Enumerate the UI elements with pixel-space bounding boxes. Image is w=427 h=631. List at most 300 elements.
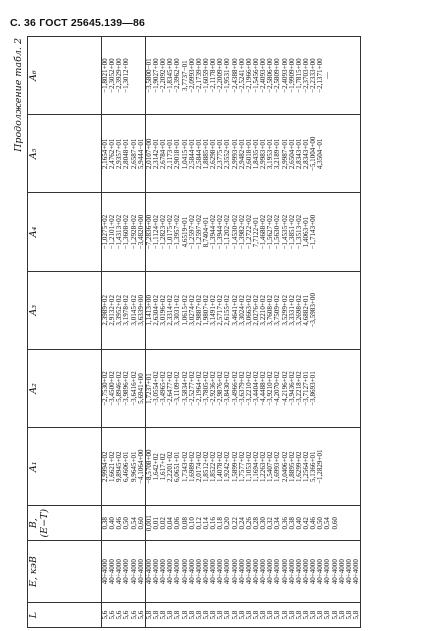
table-value: −2,6477+02 <box>166 371 175 406</box>
table-value <box>346 274 353 347</box>
table-value: 40÷4000 <box>180 559 189 585</box>
table-value: 8,7404+01 <box>201 216 210 248</box>
table-value: 2,9357+01 <box>115 138 124 170</box>
table-value: 5,9444−01 <box>136 138 145 170</box>
table-value: 2,9987+01 <box>280 138 289 170</box>
table-value: 40÷4000 <box>159 559 168 585</box>
table-value <box>339 117 346 190</box>
table-value: 1,0415+01 <box>180 138 189 170</box>
table-value: 0,14 <box>201 517 210 530</box>
table-value: −2,7530+02 <box>101 371 109 406</box>
table-value: 0,32 <box>266 517 275 530</box>
table-value: −3,5800−01 <box>144 58 153 93</box>
table-value: 0,54 <box>129 517 138 530</box>
table-value: −3,1109+02 <box>173 371 182 406</box>
table-value <box>332 117 339 190</box>
header-row <box>28 37 102 628</box>
table-value: 5,8 <box>294 610 303 620</box>
table-value: 0,50 <box>316 517 325 530</box>
table-value: 0,46 <box>115 517 124 530</box>
table-value: 0,28 <box>251 517 260 530</box>
table-value <box>138 39 145 112</box>
table-value: −2,5806+00 <box>266 58 275 93</box>
table-value: 3,2189+01 <box>273 138 282 170</box>
table-value: −4,2070+02 <box>273 371 282 406</box>
col-header-a4: A₄ <box>28 193 102 271</box>
table-value: 40÷4000 <box>323 559 332 585</box>
table-value: −1,2823+02 <box>159 214 168 250</box>
table-value: 3,7608+02 <box>266 295 275 326</box>
table-value: 6,4606+01 <box>122 451 131 483</box>
table-value: 5,8 <box>316 610 325 620</box>
table-value: 0,02 <box>159 517 168 530</box>
table-value: −3,6379+02 <box>237 371 246 406</box>
table-value: 1,6993+02 <box>273 451 282 483</box>
table-value <box>339 430 346 503</box>
table-value: −2,1966+00 <box>244 58 253 93</box>
table-value <box>346 508 353 538</box>
table-value: 2,0174+02 <box>194 451 203 483</box>
table-value: 5,8 <box>309 610 318 620</box>
table-value: 2,6587+01 <box>129 138 138 170</box>
table-value: −2,2333+00 <box>309 58 318 93</box>
table-value: 0,42 <box>301 517 310 530</box>
table-value: −1,4313+02 <box>115 214 124 250</box>
table-value: 2,3142+01 <box>151 138 160 170</box>
table-value: 5,8 <box>237 610 246 620</box>
table-value: 0,36 <box>280 517 289 530</box>
rotated-table-region <box>13 36 411 628</box>
table-value: −1,2597+02 <box>187 214 196 250</box>
table-value: 1,7343+02 <box>180 451 189 483</box>
table-value: 3,3024+02 <box>237 295 246 326</box>
table-value: 40÷4000 <box>244 559 253 585</box>
table-value: 7,7122+01 <box>251 216 260 248</box>
table-value: 40÷4000 <box>136 559 145 585</box>
table-value: 2,9018+01 <box>173 138 182 170</box>
table-value: 0,18 <box>216 517 225 530</box>
table-value: 5,8 <box>344 610 353 620</box>
table-value <box>346 195 353 268</box>
table-value: 3,6339+00 <box>136 295 145 326</box>
table-value: 2,5844+01 <box>187 138 196 170</box>
table-value: −3,9436+02 <box>287 371 296 406</box>
table-value: 0,24 <box>237 517 246 530</box>
table-value: 2,6298+01 <box>209 138 218 170</box>
table-value <box>353 430 360 503</box>
table-value: 40÷4000 <box>115 559 124 585</box>
table-value: 2,6155+02 <box>223 295 232 326</box>
table-value: 0,04 <box>166 517 175 530</box>
table-value <box>346 352 353 425</box>
table-value <box>332 274 339 347</box>
col-header-b: B, (Е−Т) <box>28 506 102 541</box>
table-value: 6,0651+01 <box>173 451 182 483</box>
table-value: −3,8693+01 <box>309 371 318 406</box>
table-cell-a6 <box>102 37 146 115</box>
table-value: −2,5809+00 <box>273 58 282 93</box>
table-value <box>346 117 353 190</box>
table-value: −2,4388+00 <box>230 58 239 93</box>
table-value: 0,01 <box>151 517 160 530</box>
table-value: −1,3851+02 <box>287 214 296 250</box>
table-value: −2,3929+00 <box>115 58 124 93</box>
table-value: −1,7815+00 <box>294 58 303 93</box>
table-value: −1,8345+00 <box>166 58 175 93</box>
table-cell-a5 <box>145 115 360 193</box>
table-value: 3,0196+02 <box>159 295 168 326</box>
table-cell-b <box>102 506 146 541</box>
table-value: 1,5899+02 <box>230 451 239 483</box>
col-header-a6: A₆ <box>28 37 102 115</box>
table-cell-a2 <box>102 349 146 427</box>
table-value: −1,7143+00 <box>309 214 318 250</box>
table-value <box>324 117 331 190</box>
table-value: 2,6784+01 <box>159 138 168 170</box>
table-value: 1,642+02 <box>151 453 160 481</box>
table-value: 1,1053+02 <box>244 451 253 483</box>
table-value: −1,9909+00 <box>287 58 296 93</box>
table-value: −1,0275+02 <box>101 214 109 250</box>
table-value: 2,0406+02 <box>280 451 289 483</box>
table-value: −1,1124+02 <box>151 214 160 250</box>
table-value: −2,3052+00 <box>108 58 117 93</box>
table-value: −2,2092+00 <box>159 58 168 93</box>
table-value: 1,2263+02 <box>259 451 268 483</box>
table-value: 5,1366+01 <box>309 451 318 483</box>
table-value: 5,8 <box>273 610 282 620</box>
table-value <box>324 195 331 268</box>
table-value: −1,9531+00 <box>223 58 232 93</box>
table-value: 2,5844+01 <box>194 138 203 170</box>
table-value <box>317 352 324 425</box>
table-value: −4,4488+02 <box>259 371 268 406</box>
table-value: 40÷4000 <box>129 559 138 585</box>
table-value: −1,3944+02 <box>209 214 218 250</box>
table-value: 2,6504+01 <box>287 138 296 170</box>
table-value: 3,5299+02 <box>280 295 289 326</box>
table-value: 3,2210+02 <box>259 295 268 326</box>
table-value: −3,7805+02 <box>201 371 210 406</box>
table-value: −3,4820+00 <box>136 214 145 250</box>
table-value: 40÷4000 <box>273 559 282 585</box>
table-value <box>317 274 324 347</box>
table-value <box>332 352 339 425</box>
table-value: 5,8 <box>266 610 275 620</box>
table-value: 40÷4000 <box>287 559 296 585</box>
table-value: 0,54 <box>323 517 332 530</box>
table-value <box>332 39 339 112</box>
table-value: −3,4500+02 <box>108 371 117 406</box>
table-value: −7,2836+00 <box>144 214 153 250</box>
table-value: −1,2722+02 <box>244 214 253 250</box>
table-value: −1,2928+02 <box>129 214 138 250</box>
table-value: 3,2698+02 <box>294 295 303 326</box>
table-value: 2,0276+02 <box>251 295 260 326</box>
table-value: 5,8 <box>159 610 168 620</box>
table-value: 0,22 <box>230 517 239 530</box>
table-value: 40÷4000 <box>144 559 153 585</box>
table-value: 3,0145+02 <box>129 295 138 326</box>
table-value: 4,3504−01 <box>316 138 325 170</box>
table-value: 0,38 <box>287 517 296 530</box>
table-value: 2,9994+02 <box>101 451 109 483</box>
table-value: −1,2101+02 <box>108 214 117 250</box>
table-value <box>324 430 331 503</box>
table-value: −1,2597+02 <box>194 214 203 250</box>
table-value: −1,3513+02 <box>294 214 303 250</box>
table-value: 1,1413+00 <box>144 295 153 326</box>
table-value <box>353 195 360 268</box>
table-value: 5,8 <box>301 610 310 620</box>
table-value: −5,8946+02 <box>115 371 124 406</box>
table-row-block-2 <box>145 37 360 628</box>
table-value: 5,8 <box>180 610 189 620</box>
table-value: −2,1178+00 <box>209 58 218 93</box>
table-value: −1,5456+00 <box>251 58 260 93</box>
table-value: 2,8048+01 <box>122 138 131 170</box>
table-value: −1,6059+00 <box>201 58 210 93</box>
table-value: 2,9993+01 <box>230 138 239 170</box>
table-value: −2,4093+00 <box>259 58 268 93</box>
table-value: −3,2218+02 <box>294 371 303 406</box>
table-value: 40÷4000 <box>166 559 175 585</box>
table-value: 0,06 <box>173 517 182 530</box>
table-value: 2,3775+01 <box>216 138 225 170</box>
table-value <box>353 117 360 190</box>
table-value: −3,5983+00 <box>309 293 318 328</box>
table-value: 0,40 <box>294 517 303 530</box>
table-value: 1,8895+02 <box>287 451 296 483</box>
table-value: 40÷4000 <box>344 559 353 585</box>
table-value: 5,8 <box>330 610 339 620</box>
table-value: 40÷4000 <box>309 559 318 585</box>
col-header-a1: A₁ <box>28 428 102 506</box>
table-value: 40÷4000 <box>337 559 346 585</box>
table-value: 1,7237+01 <box>144 373 153 404</box>
table-value: 2,3314+02 <box>166 295 175 326</box>
table-value: 2,3552+01 <box>223 138 232 170</box>
table-value: −4,2196+02 <box>280 371 289 406</box>
table-value: 2,1654+01 <box>101 138 109 170</box>
table-value: 0,40 <box>108 517 117 530</box>
table-value: 40÷4000 <box>301 559 310 585</box>
table-value: 1,5407+02 <box>266 451 275 483</box>
table-value: 3,1978+02 <box>122 295 131 326</box>
table-value: −1,3012+00 <box>122 58 131 93</box>
table-value: −1,9027+00 <box>151 58 160 93</box>
table-value: 4,6519+01 <box>180 216 189 248</box>
table-value: −2,5277+02 <box>187 371 196 406</box>
table-value: 1,617+02 <box>159 453 168 481</box>
table-value: 1,6299+02 <box>294 451 303 483</box>
table-value: 0,60 <box>330 517 339 530</box>
table-value: 40÷4000 <box>237 559 246 585</box>
table-value: 40÷4000 <box>101 559 109 585</box>
table-value: 0,50 <box>122 517 131 530</box>
table-value: 5,8 <box>144 610 153 620</box>
table-value: 5,8 <box>194 610 203 620</box>
table-value: −1,3944+02 <box>216 214 225 250</box>
table-value: −3,5834+02 <box>180 371 189 406</box>
table-value <box>346 39 353 112</box>
table-value: 40÷4000 <box>330 559 339 585</box>
table-value <box>317 195 324 268</box>
table-value: 2,6304+02 <box>151 295 160 326</box>
table-value: 2,9482+01 <box>237 138 246 170</box>
col-header-a2: A₂ <box>28 349 102 427</box>
table-value: 5,8 <box>323 610 332 620</box>
table-value: 40÷4000 <box>230 559 239 585</box>
table-value <box>339 274 346 347</box>
table-value <box>339 508 346 538</box>
table-cell-a2 <box>145 349 360 427</box>
table-value: 0,34 <box>273 517 282 530</box>
table-value: 5,6 <box>108 610 117 620</box>
table-value <box>332 195 339 268</box>
table-value: 1,9807+02 <box>201 295 210 326</box>
table-value: 3,3952+02 <box>115 295 124 326</box>
table-cell-e <box>102 541 146 603</box>
table-value: 40÷4000 <box>122 559 131 585</box>
table-value: −1,1202+02 <box>223 214 232 250</box>
table-value: 40÷4000 <box>194 559 203 585</box>
table-value: −3,8430+02 <box>223 371 232 406</box>
table-value: 0,60 <box>136 517 145 530</box>
table-value <box>332 430 339 503</box>
table-value: 3,7737−01 <box>180 60 189 91</box>
table-value: 0,08 <box>180 517 189 530</box>
table-value: 0,20 <box>223 517 232 530</box>
table-value: 5,8 <box>216 610 225 620</box>
table-value: −2,1371+00 <box>316 58 325 93</box>
table-cell-e <box>145 541 360 603</box>
table-value: 1,8435+01 <box>251 138 260 170</box>
table-value <box>339 195 346 268</box>
table-value: −3,6416+02 <box>129 371 138 406</box>
table-value: −2,3703+00 <box>301 58 310 93</box>
table-value: −2,1964+02 <box>194 371 203 406</box>
table-value <box>339 352 346 425</box>
table-value <box>346 430 353 503</box>
table-value: 40÷4000 <box>351 559 360 585</box>
table-value: 2,8343+01 <box>294 138 303 170</box>
table-value: 3,3031+02 <box>173 295 182 326</box>
col-header-l: L <box>28 603 102 628</box>
table-value: 2,9132+02 <box>108 295 117 326</box>
table-value: 3,1953+01 <box>266 138 275 170</box>
table-value: −2,9236+02 <box>209 371 218 406</box>
table-value: 9,9645+01 <box>129 451 138 483</box>
table-value: 0,001 <box>144 515 153 532</box>
table-value: 2,9887+02 <box>194 295 203 326</box>
table-value: −1,2829+01 <box>316 449 325 485</box>
table-value: 40÷4000 <box>223 559 232 585</box>
table-value: −1,3982+02 <box>237 214 246 250</box>
table-value: 40÷4000 <box>266 559 275 585</box>
table-value: 5,8 <box>287 610 296 620</box>
table-value: 5,6 <box>129 610 138 620</box>
table-cell-b <box>145 506 360 541</box>
table-value: 0,30 <box>259 517 268 530</box>
table-value: 40÷4000 <box>187 559 196 585</box>
table-value: — <box>323 72 332 80</box>
table-value: 2,5717+02 <box>216 295 225 326</box>
table-value: 40÷4000 <box>209 559 218 585</box>
table-value: 40÷4000 <box>151 559 160 585</box>
table-value: −4,1064+00 <box>136 449 145 485</box>
table-value: 40÷4000 <box>173 559 182 585</box>
table-value: −1,5627+02 <box>266 214 275 250</box>
table-value: −1,0175+02 <box>166 214 175 250</box>
table-value: 40÷4000 <box>259 559 268 585</box>
table-value: 5,6 <box>122 610 131 620</box>
table-value: 40÷4000 <box>201 559 210 585</box>
table-value: 0,12 <box>194 517 203 530</box>
table-value: 5,6 <box>136 610 145 620</box>
table-value: −2,0993+00 <box>187 58 196 93</box>
page-header: С. 36 ГОСТ 25645.139—86 <box>10 17 146 29</box>
table-value: 5,8 <box>166 610 175 620</box>
table-value: −1,3957+02 <box>173 214 182 250</box>
table-value: 3,0663+02 <box>244 295 253 326</box>
data-table <box>27 36 361 628</box>
table-value: −1,4535+02 <box>280 214 289 250</box>
table-value: −3,9210+02 <box>266 371 275 406</box>
table-value: 0,16 <box>209 517 218 530</box>
table-value: 1,4078+02 <box>216 451 225 483</box>
table-value: 3,4641+02 <box>230 295 239 326</box>
table-value: 0,38 <box>101 517 109 530</box>
table-value: 5,8 <box>251 610 260 620</box>
table-value: 5,6 <box>101 610 109 620</box>
table-value: 5,8 <box>201 610 210 620</box>
table-value: −5,1004+00 <box>309 136 318 172</box>
table-value: −2,9876+02 <box>216 371 225 406</box>
table-value: −2,5241+00 <box>237 58 246 93</box>
table-value: −1,3608+02 <box>122 214 131 250</box>
table-value: −2,4093+00 <box>280 58 289 93</box>
table-value: 1,8522+02 <box>209 451 218 483</box>
table-cell-a3 <box>145 271 360 349</box>
table-value: −3,0554+02 <box>151 371 160 406</box>
table-value: −2,1739+00 <box>194 58 203 93</box>
table-row-block-1 <box>102 37 146 628</box>
table-value: −3,2210+02 <box>244 371 253 406</box>
table-cell-a1 <box>145 428 360 506</box>
table-caption: Продолжение табл. 2 <box>13 38 24 152</box>
table-value: 1,8885+01 <box>201 138 210 170</box>
table-value: 5,8 <box>209 610 218 620</box>
table-value <box>324 274 331 347</box>
table-value <box>353 352 360 425</box>
table-value: 5,8 <box>173 610 182 620</box>
table-value: 1,7577+02 <box>237 451 246 483</box>
table-value: 2,4762+01 <box>108 138 117 170</box>
table-value: −3,4965+02 <box>159 371 168 406</box>
table-value: 5,8 <box>151 610 160 620</box>
table-cell-a4 <box>102 193 146 271</box>
table-value: 1,4063+01 <box>301 216 310 248</box>
table-cell-a6 <box>145 37 360 115</box>
table-value: 2,3989+02 <box>101 295 109 326</box>
table-value: 2,9983+01 <box>259 138 268 170</box>
table-value: −1,4688+02 <box>259 214 268 250</box>
table-cell-l <box>145 603 360 628</box>
table-value: 3,7509+02 <box>273 295 282 326</box>
table-value: −3,4966+02 <box>230 371 239 406</box>
table-value: 3,0274+02 <box>187 295 196 326</box>
